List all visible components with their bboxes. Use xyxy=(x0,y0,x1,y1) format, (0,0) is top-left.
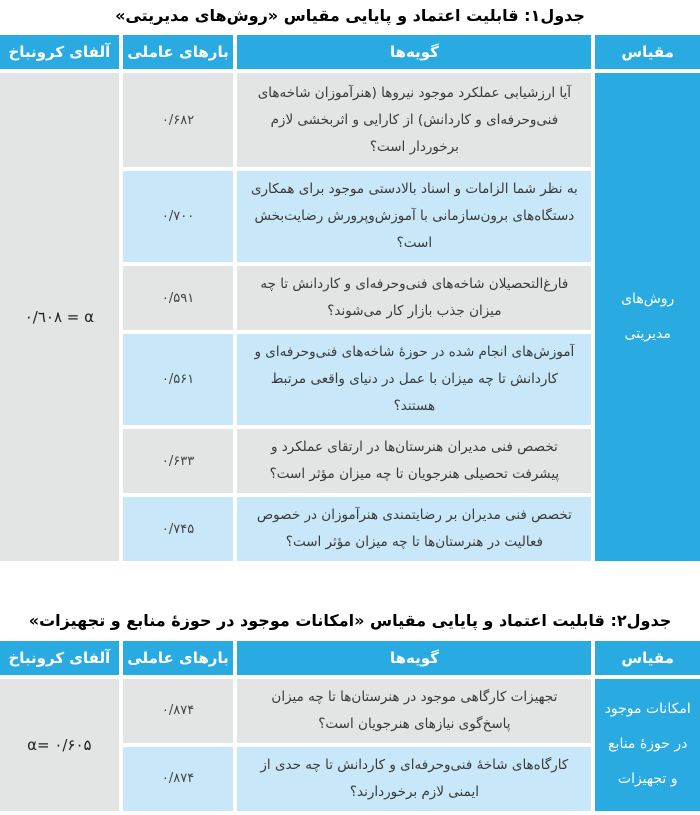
item-text-cell: آیا ارزشیابی عملکرد موجود نیروها (هنرآموزان شاخه‌های فنی‌وحرفه‌ای و کاردانش) از کارایی و اثربخشی لازم برخوردار است؟ xyxy=(237,73,591,167)
column-header-loadings: بارهای عاملی xyxy=(123,641,234,675)
column-header-loadings: بارهای عاملی xyxy=(123,35,234,69)
column-header-scale: مقیاس xyxy=(595,641,700,675)
factor-loading-cell: ۰/۶۳۳ xyxy=(123,429,234,493)
table-row xyxy=(0,679,700,743)
column-header-scale: مقیاس xyxy=(595,35,700,69)
item-text-cell: فارغ‌التحصیلان شاخه‌های فنی‌وحرفه‌ای و کاردانش تا چه میزان جذب بازار کار می‌شوند؟ xyxy=(237,266,591,330)
factor-loading-cell: ۰/۸۷۴ xyxy=(123,747,234,811)
item-text-cell: تجهیزات کارگاهی موجود در هنرستان‌ها تا چه میزان پاسخ‌گوی نیازهای هنرجویان است؟ xyxy=(237,679,591,743)
item-text-cell: تخصص فنی مدیران بر رضایتمندی هنرآموزان در خصوص فعالیت در هنرستان‌ها تا چه میزان مؤثر است؟ xyxy=(237,497,591,561)
item-text-cell: کارگاه‌های شاخهٔ فنی‌وحرفه‌ای و کاردانش تا چه حدی از ایمنی لازم برخوردارند؟ xyxy=(237,747,591,811)
item-text-cell: به نظر شما الزامات و اسناد بالادستی موجود برای همکاری دستگاه‌های برون‌سازمانی با آموزش‌وپرورش رضایت‌بخش است؟ xyxy=(237,171,591,262)
table-1-header-row xyxy=(0,35,700,69)
table-2-title: جدول۲: قابلیت اعتماد و پایایی مقیاس «امکانات موجود در حوزهٔ منابع و تجهیزات» xyxy=(28,611,672,631)
factor-loading-cell: ۰/۶۸۲ xyxy=(123,73,234,167)
column-header-alpha: آلفای کرونباخ xyxy=(0,641,119,675)
table-row xyxy=(0,73,700,167)
cronbach-alpha-cell: α = ٠/٦٠٨ xyxy=(0,73,119,561)
factor-loading-cell: ۰/۷۴۵ xyxy=(123,497,234,561)
factor-loading-cell: ۰/۵۹۱ xyxy=(123,266,234,330)
item-text-cell: آموزش‌های انجام شده در حوزهٔ شاخه‌های فنی‌وحرفه‌ای و کاردانش تا چه میزان با عمل در دنیای واقعی مرتبط هستند؟ xyxy=(237,334,591,425)
column-header-alpha: آلفای کرونباخ xyxy=(0,35,119,69)
scale-name-cell: امکانات موجود در حوزهٔ منابع و تجهیزات xyxy=(595,679,700,811)
scale-name-cell: روش‌های مدیریتی xyxy=(595,73,700,561)
factor-loading-cell: ۰/۵۶۱ xyxy=(123,334,234,425)
column-header-items: گویه‌ها xyxy=(237,641,591,675)
table-1-title: جدول۱: قابلیت اعتماد و پایایی مقیاس «روش‌های مدیریتی» xyxy=(115,6,585,25)
factor-loading-cell: ۰/۸۷۴ xyxy=(123,679,234,743)
factor-loading-cell: ۰/۷۰۰ xyxy=(123,171,234,262)
table-2-header-row xyxy=(0,641,700,675)
reliability-table-2 xyxy=(0,637,700,815)
item-text-cell: تخصص فنی مدیران هنرستان‌ها در ارتقای عملکرد و پیشرفت تحصیلی هنرجویان تا چه میزان مؤثر است؟ xyxy=(237,429,591,493)
cronbach-alpha-cell: α= ۰/۶۰۵ xyxy=(0,679,119,811)
column-header-items: گویه‌ها xyxy=(237,35,591,69)
reliability-table-1 xyxy=(0,31,700,565)
